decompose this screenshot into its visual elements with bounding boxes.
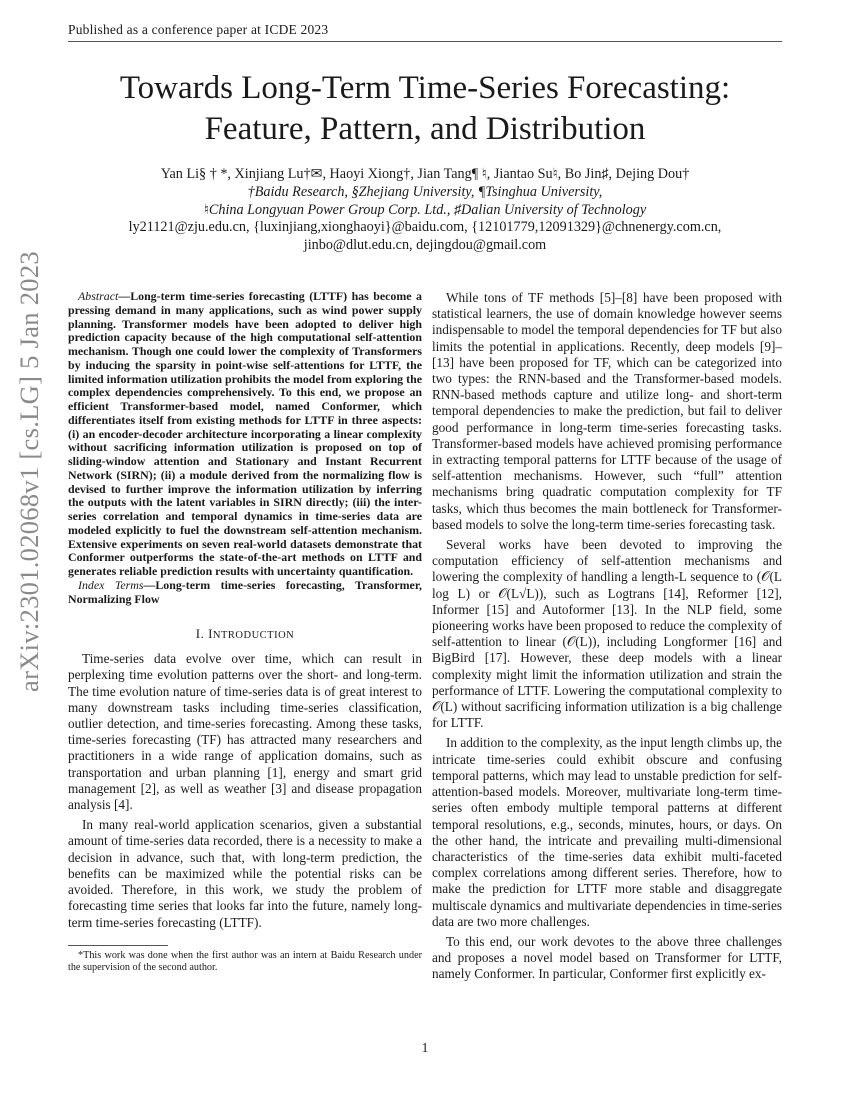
emails-line-2: jinbo@dlut.edu.cn, dejingdou@gmail.com bbox=[303, 237, 547, 254]
index-terms-lead: Index Terms bbox=[78, 577, 144, 592]
section-title-rest: NTRODUCTION bbox=[212, 630, 295, 642]
author-block bbox=[68, 166, 782, 255]
affiliations-line-2: ♮China Longyuan Power Group Corp. Ltd., ♯Dalian University of Technology bbox=[203, 201, 647, 218]
right-paragraph-3: In addition to the complexity, as the input length climbs up, the intricate time-series could exhibit obscure and confusing temporal patterns, which may lead to unstable prediction for self-attention-based models. Moreover, multivariate long-term time-series often embody multiple temporal patterns at different temporal resolutions, e.g., seconds, minutes, hours, or days. On the other hand, the intricate and prevailing multi-dimensional characteristics of the time-series data exhibit multi-faceted complex correlations among different series. Therefore, how to make the prediction for LTTF more stable and disaggregate multiscale dynamics and multivariate dependencies in time-series data are two more challenges. bbox=[432, 735, 782, 929]
section-title-initial: I bbox=[208, 626, 213, 642]
section-heading-introduction bbox=[68, 626, 422, 642]
abstract bbox=[68, 290, 422, 579]
index-terms bbox=[68, 579, 422, 607]
left-column bbox=[68, 290, 422, 974]
footnote-divider bbox=[68, 945, 168, 946]
arxiv-identifier-text: arXiv:2301.02068v1 [cs.LG] 5 Jan 2023 bbox=[13, 250, 44, 692]
running-head bbox=[68, 22, 782, 42]
abstract-text: —Long-term time-series forecasting (LTTF) has become a pressing demand in many applications, such as wind power supply planning. Transformer models have been adopted to deliver high prediction capacity because of the high computational self-attention mechanism. Though one could lower the complexity of Transformers by inducing the sparsity in point-wise self-attentions for LTTF, the limited information utilization prohibits the model from exploring the complex dependencies comprehensively. To this end, we propose an efficient Transformer-based model, named Conformer, which differentiates itself from existing methods for LTTF in three aspects: (i) an encoder-decoder architecture incorporating a linear complexity without sacrificing information utilization is proposed on top of sliding-window attention and Stationary and Instant Recurrent Network (SIRN); (ii) a module derived from the normalizing flow is devised to further improve the information utilization by inferring the outputs with the latent variables in SIRN directly; (iii) the inter-series correlation and temporal dynamics in time-series data are modeled explicitly to fuel the downstream self-attention mechanism. Extensive experiments on seven real-world datasets demonstrate that Conformer outperforms the state-of-the-art methods on LTTF and generates reliable prediction results with uncertainty quantification. bbox=[68, 289, 422, 578]
abstract-lead: Abstract bbox=[78, 289, 119, 303]
paper-title bbox=[68, 68, 782, 150]
affiliations-line-1: †Baidu Research, §Zhejiang University, ¶Tsinghua University, bbox=[247, 183, 603, 200]
right-column bbox=[432, 290, 782, 983]
emails-line-1: ly21121@zju.edu.cn, {luxinjiang,xionghaoyi}@baidu.com, {12101779,12091329}@chnenergy.com.cn, bbox=[128, 219, 722, 236]
footnote: *This work was done when the first author was an intern at Baidu Research under the supervision of the second author. bbox=[68, 949, 422, 973]
arxiv-identifier-stamp bbox=[4, 250, 54, 692]
page-number: 1 bbox=[421, 1040, 429, 1055]
right-paragraph-1: While tons of TF methods [5]–[8] have been proposed with statistical learners, the use of domain knowledge however seems indispensable to model the temporal dependencies for TF but also limits the potential in applications. Recently, deep models [9]–[13] have been proposed for TF, which can be categorized into two types: the RNN-based and the Transformer-based models. RNN-based methods capture and utilize long- and short-term temporal dependencies to make the prediction, but fail to deliver good performance in long-term time-series forecasting tasks. Transformer-based models have achieved promising performance in extracting temporal patterns for LTTF because of the usage of self-attention mechanisms. However, such “full” attention mechanisms bring quadratic computation complexity for TF tasks, which thus becomes the main bottleneck for Transformer-based models to solve the long-term time-series forecasting task. bbox=[432, 290, 782, 532]
author-names: Yan Li§ † *, Xinjiang Lu†✉, Haoyi Xiong†, Jian Tang¶ ♮, Jiantao Su♮, Bo Jin♯, Dejing Dou† bbox=[160, 166, 690, 182]
section-number: I. bbox=[195, 626, 209, 642]
running-head-text: Published as a conference paper at ICDE 2023 bbox=[68, 22, 329, 37]
index-terms-text: —Long-term time-series forecasting, Transformer, Normalizing Flow bbox=[68, 577, 422, 606]
title-line-1: Towards Long-Term Time-Series Forecasting: bbox=[119, 70, 731, 106]
title-line-2: Feature, Pattern, and Distribution bbox=[204, 111, 646, 147]
right-paragraph-2: Several works have been devoted to improving the computation efficiency of self-attention mechanisms and lowering the complexity of handling a length-L sequence to (𝒪(L log L) or 𝒪(L√L)), such as Logtrans [14], Reformer [12], Informer [15] and Autoformer [13]. In the NLP field, some pioneering works have been proposed to reduce the complexity of self-attention to linear (𝒪(L)), including Longformer [16] and BigBird [17]. However, these deep models with a linear complexity might limit the information utilization and strain the performance of LTTF. Lowering the computational complexity to 𝒪(L) without sacrificing information utilization is a big challenge for LTTF. bbox=[432, 537, 782, 731]
intro-paragraph-1: Time-series data evolve over time, which can result in perplexing time evolution patterns over the short- and long-term. The time evolution nature of time-series data is of great interest to many downstream tasks including time-series classification, outlier detection, and time-series forecasting. Among these tasks, time-series forecasting (TF) has attracted many researchers and practitioners in a wide range of application domains, such as transportation and urban planning [1], energy and smart grid management [2], as well as weather [3] and disease propagation analysis [4]. bbox=[68, 651, 422, 813]
right-paragraph-4: To this end, our work devotes to the above three challenges and proposes a novel model based on Transformer for LTTF, namely Conformer. In particular, Conformer first explicitly ex- bbox=[432, 933, 782, 982]
intro-paragraph-2: In many real-world application scenarios, given a substantial amount of time-series data recorded, there is a necessity to make a decision in advance, such that, with long-term prediction, the benefits can be maximized while the potential risks can be avoided. Therefore, in this work, we study the problem of forecasting time series that looks far into the future, namely long-term time-series forecasting (LTTF). bbox=[68, 817, 422, 930]
